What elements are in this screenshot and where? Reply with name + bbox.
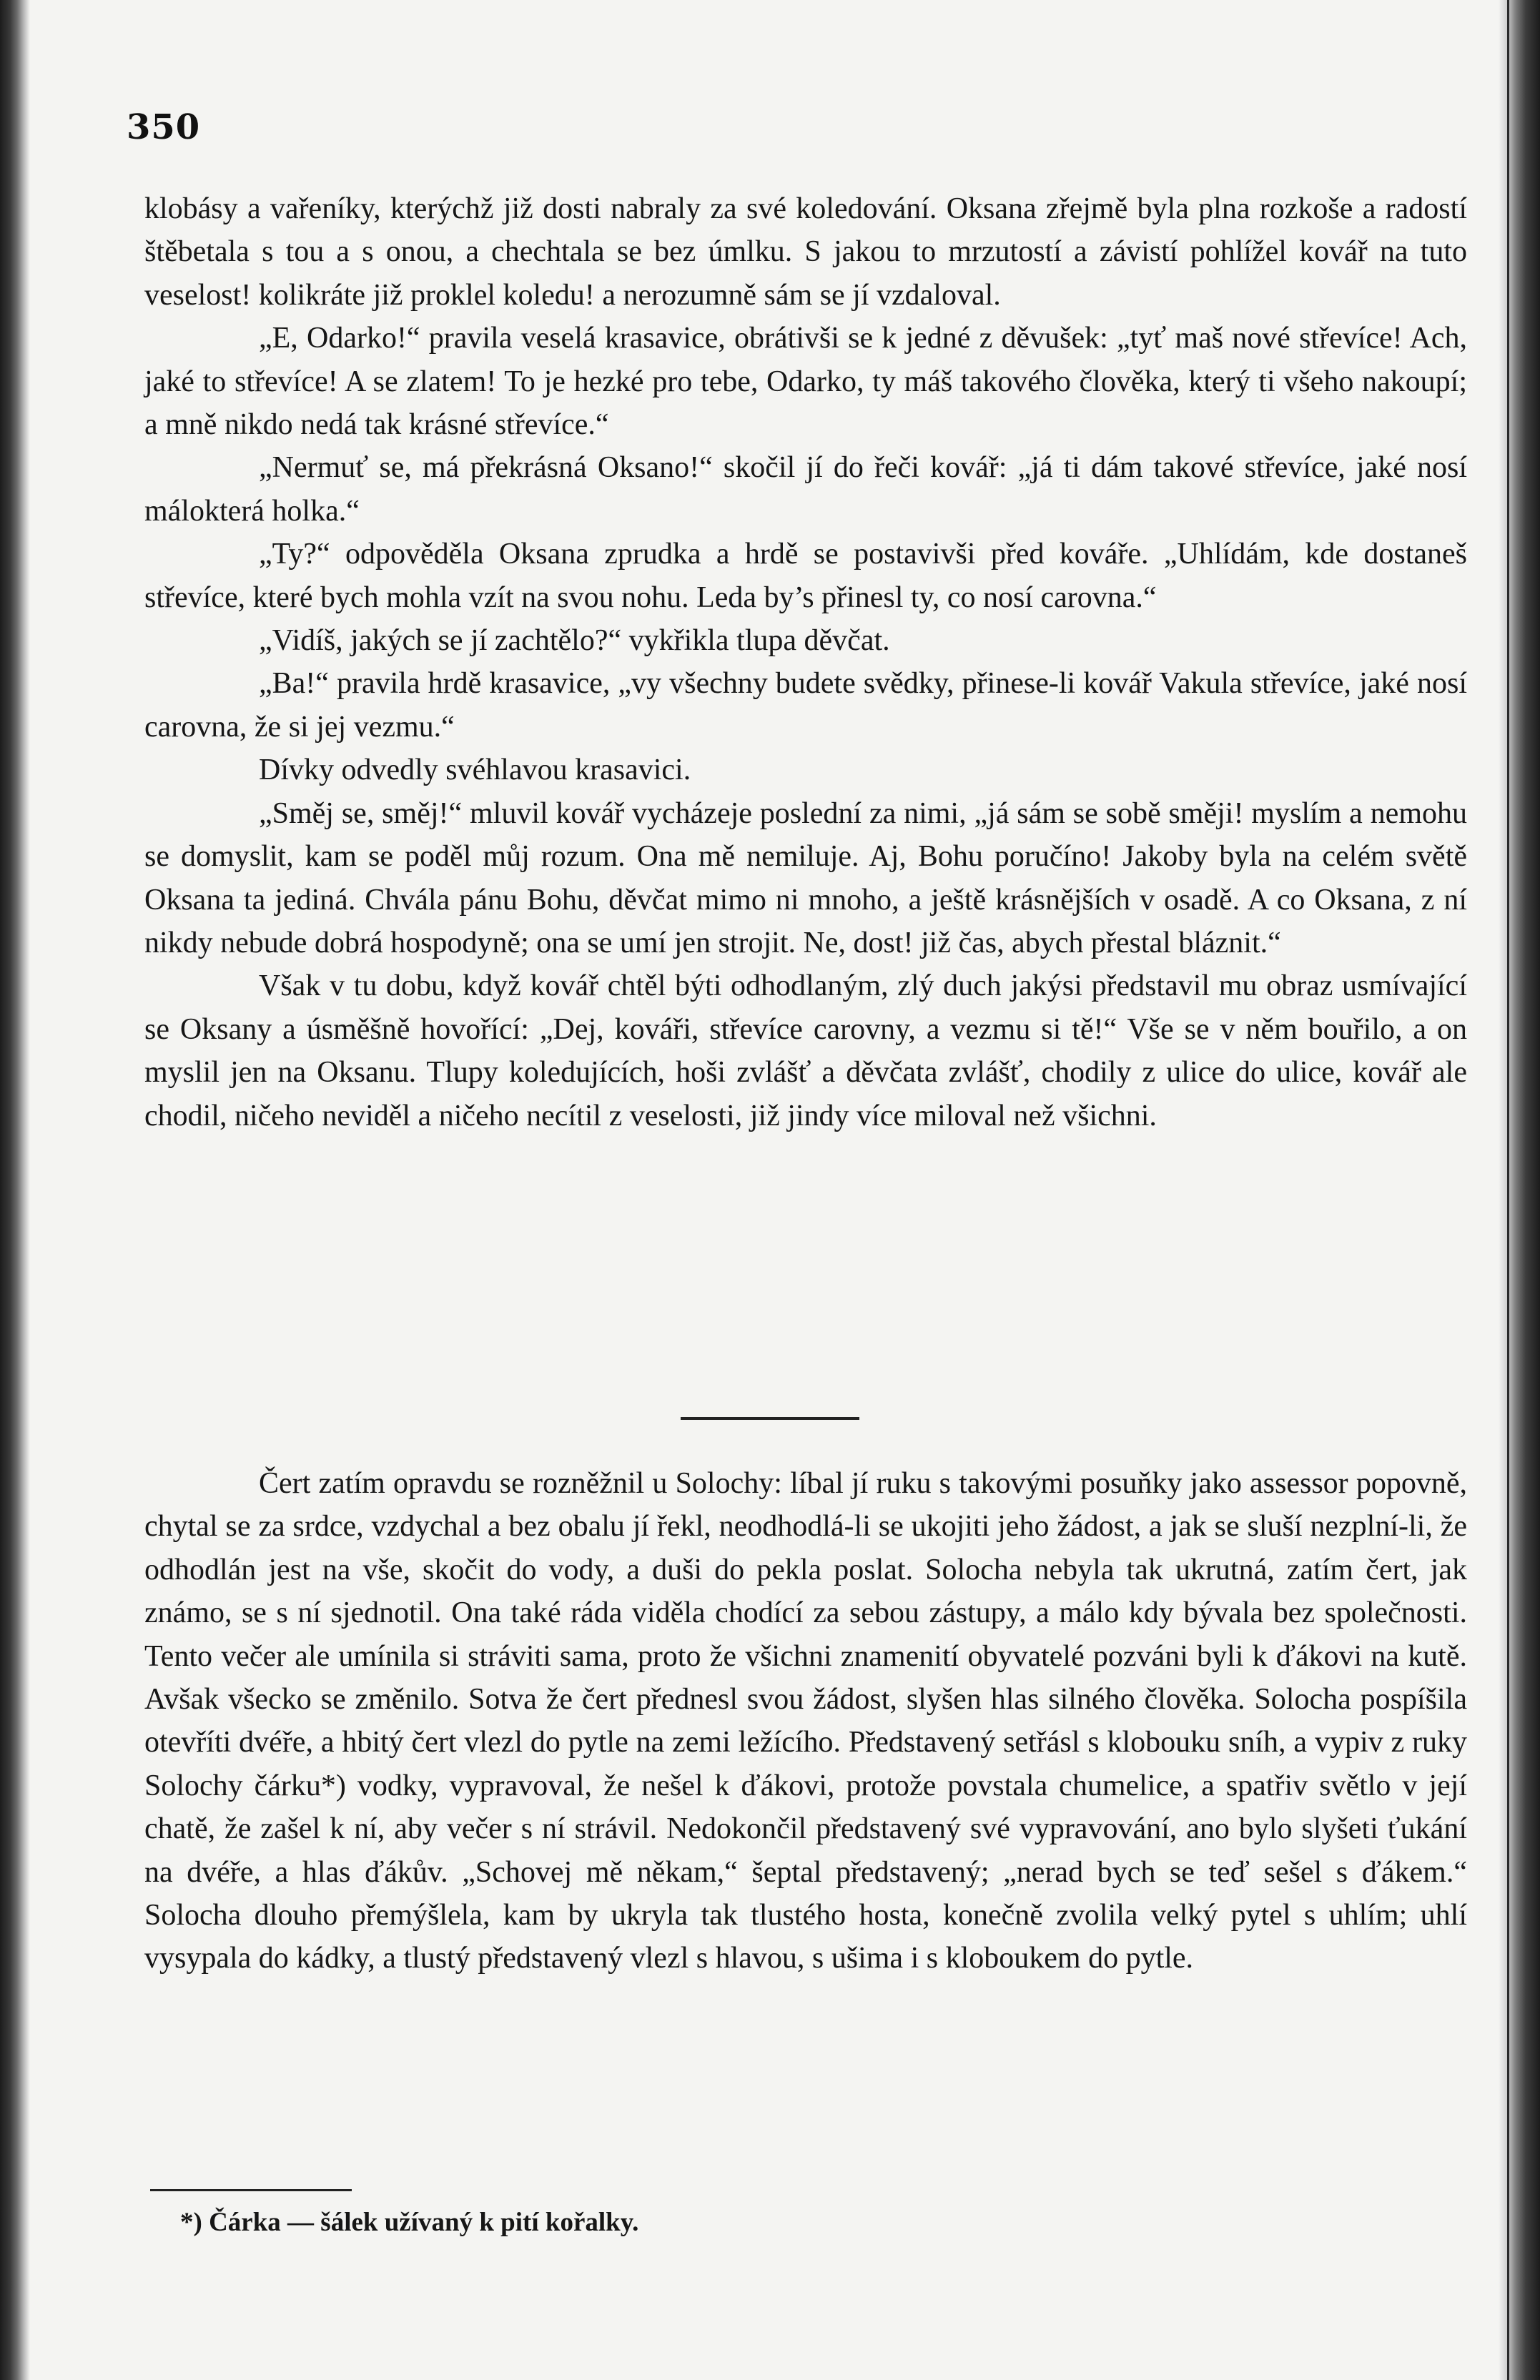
paragraph: „Směj se, směj!“ mluvil kovář vycházeje poslední za nimi, „já sám se sobě směji! myslím a nemohu se domyslit, kam se poděl můj rozum. Ona mě nemiluje. Aj, Bohu poručíno! Jakoby byla na celém světě Oksana ta jediná. Chvála pánu Bohu, děvčat mimo ni mnoho, a ještě krásnějších v osadě. A co Oksana, z ní nikdy nebude dobrá hospodyně; ona se umí jen strojit. Ne, dost! již čas, abych přestal bláznit.“ <box>144 796 1467 959</box>
section-divider <box>681 1417 859 1420</box>
paragraph: „Ba!“ pravila hrdě krasavice, „vy všechny budete svědky, přinese-li kovář Vakula střevíce, jaké nosí carovna, že si jej vezmu.“ <box>144 667 1467 744</box>
main-text-after-divider <box>144 1462 1467 1980</box>
paragraph-continuation: klobásy a vařeníky, kterýchž již dosti nabraly za své koledování. Oksana zřejmě byla plna rozkoše a radostí štěbetala s tou a s onou, a chechtala se bez úmlku. S jakou to mrzutostí a závistí pohlížel kovář na tuto veselost! kolikráte již proklel koledu! a nerozumně sám se jí vzdaloval. <box>144 192 1467 312</box>
paragraph: „Nermuť se, má překrásná Oksano!“ skočil jí do řeči kovář: „já ti dám takové střevíce, jaké nosí málokterá holka.“ <box>144 451 1467 528</box>
paragraph: Však v tu dobu, když kovář chtěl býti odhodlaným, zlý duch jakýsi představil mu obraz usmívající se Oksany a úsměšně hovořící: „Dej, kováři, střevíce carovny, a vezmu si tě!“ Vše se v něm bouřilo, a on myslil jen na Oksanu. Tlupy koledujících, hoši zvlášť a děvčata zvlášť, chodily z ulice do ulice, kovář ale chodil, ničeho neviděl a ničeho necítil z veselosti, již jindy více miloval než všichni. <box>144 969 1467 1132</box>
paragraph: Čert zatím opravdu se rozněžnil u Solochy: líbal jí ruku s takovými posuňky jako assessor popovně, chytal se za srdce, vzdychal a bez obalu jí řekl, neodhodlá-li se ukojiti jeho žádost, a jak se sluší nezplní-li, že odhodlán jest na vše, skočit do vody, a duši do pekla poslat. Solocha nebyla tak ukrutná, zatím čert, jak známo, se s ní sjednotil. Ona také ráda viděla chodící za sebou zástupy, a málo kdy bývala bez společnosti. Tento večer ale umínila si stráviti sama, proto že všichni znamenití obyvatelé pozváni byli k ďákovi na kutě. Avšak všecko se změnilo. Sotva že čert přednesl svou žádost, slyšen hlas silného člověka. Solocha pospíšila otevříti dvéře, a hbitý čert vlezl do pytle na zemi ležícího. Představený setřásl s klobouku sníh, a vypiv z ruky Solochy čárku*) vodky, vypravoval, že nešel k ďákovi, protože povstala chumelice, a spatřiv světlo v její chatě, že zašel k ní, aby večer s ní strávil. Nedokončil představený své vypravování, ano bylo slyšeti ťukání na dvéře, a hlas ďákův. „Schovej mě někam,“ šeptal představený; „nerad bych se teď sešel s ďákem.“ Solocha dlouho přemýšlela, kam by ukryla tak tlustého hosta, konečně zvolila velký pytel s uhlím; uhlí vysypala do kádky, a tlustý představený vlezl s hlavou, s ušima i s kloboukem do pytle. <box>144 1467 1467 1975</box>
footnote: *) Čárka — šálek užívaný k pití kořalky. <box>180 2208 639 2237</box>
paragraph: „E, Odarko!“ pravila veselá krasavice, obrátivši se k jedné z děvušek: „tyť maš nové střevíce! Ach, jaké to střevíce! A se zlatem! To je hezké pro tebe, Odarko, ty máš takového člověka, který ti všeho nakoupí; a mně nikdo nedá tak krásné střevíce.“ <box>144 322 1467 442</box>
main-text-before-divider <box>144 187 1467 1137</box>
paragraph: „Vidíš, jakých se jí zachtělo?“ vykřikla tlupa děvčat. <box>259 624 890 658</box>
page-binding-shadow-left <box>0 0 30 2380</box>
page-edge-line-right <box>1507 0 1509 2380</box>
paragraph: „Ty?“ odpověděla Oksana zprudka a hrdě se postavivši před kováře. „Uhlídám, kde dostaneš střevíce, které bych mohla vzít na svou nohu. Leda by’s přinesl ty, co nosí carovna.“ <box>144 538 1467 614</box>
paragraph: Dívky odvedly svéhlavou krasavici. <box>259 754 691 787</box>
footnote-rule <box>150 2189 352 2191</box>
page-number: 350 <box>127 107 201 147</box>
page-edge-shadow-right <box>1499 0 1540 2380</box>
